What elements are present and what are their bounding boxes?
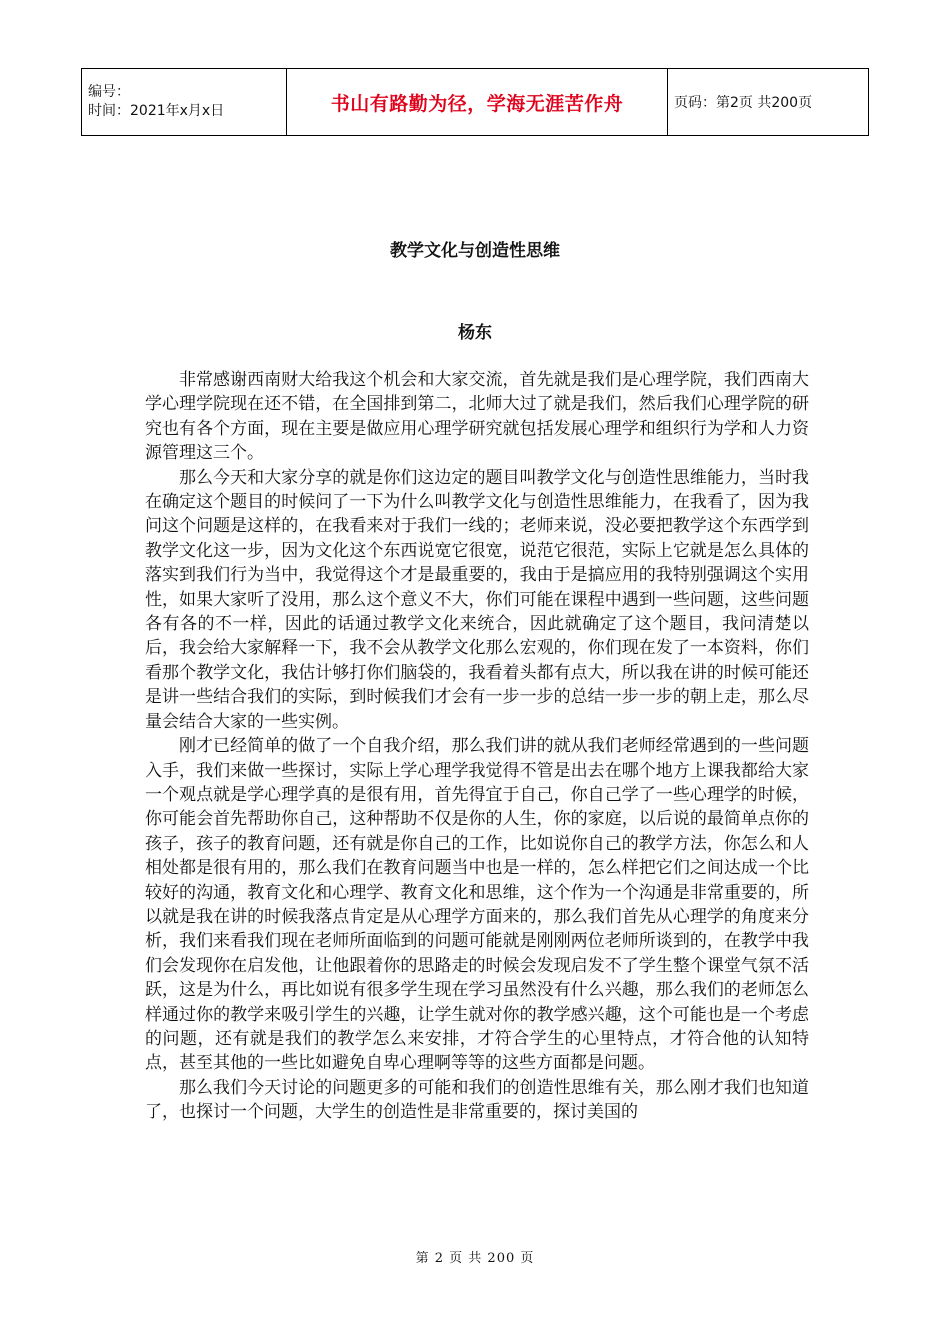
paragraph: 那么今天和大家分享的就是你们这边定的题目叫教学文化与创造性思维能力，当时我在确定这个题目的时候问了一下为什么叫教学文化与创造性思维能力，在我看了，因为我问这个问题是这样的，在我看来对于我们一线的；老师来说，没必要把教学这个东西学到教学文化这一步，因为文化这个东西说宽它很宽，说范它很范，实际上它就是怎么具体的落实到我们行为当中，我觉得这个才是最重要的，我由于是搞应用的我特别强调这个实用性，如果大家听了没用，那么这个意义不大，你们可能在课程中遇到一些问题，这些问题各有各的不一样，因此的话通过教学文化来统合，因此就确定了这个题目，我问清楚以后，我会给大家解释一下，我不会从教学文化那么宏观的，你们现在发了一本资料，你们看那个教学文化，我估计够打你们脑袋的，我看着头都有点大，所以我在讲的时候可能还是讲一些结合我们的实际，到时候我们才会有一步一步的总结一步一步的朝上走，那么尽量会结合大家的一些实例。	[145, 467, 809, 732]
page-info: 页码：第2页 共200页	[668, 69, 869, 136]
page-footer: 第 2 页 共 200 页	[415, 1251, 535, 1266]
header-motto-cell	[287, 69, 668, 136]
motto-text: 书山有路勤为径，学海无涯苦作舟	[330, 92, 624, 115]
document-body	[145, 368, 809, 1125]
header-table	[81, 68, 869, 136]
paragraph: 刚才已经简单的做了一个自我介绍，那么我们讲的就从我们老师经常遇到的一些问题入手，我们来做一些探讨，实际上学心理学我觉得不管是出去在哪个地方上课我都给大家一个观点就是学心理学真的是很有用，首先得宜于自己，你自己学了一些心理学的时候，你可能会首先帮助你自己，这种帮助不仅是你的人生，你的家庭，以后说的最简单点你的孩子，孩子的教育问题，还有就是你自己的工作，比如说你自己的教学方法，你怎么和人相处都是很有用的，那么我们在教育问题当中也是一样的，怎么样把它们之间达成一个比较好的沟通，教育文化和心理学、教育文化和思维，这个作为一个沟通是非常重要的，所以就是我在讲的时候我落点肯定是从心理学方面来的，那么我们首先从心理学的角度来分析，我们来看我们现在老师所面临到的问题可能就是刚刚两位老师所谈到的，在教学中我们会发现你在启发他，让他跟着你的思路走的时候会发现启发不了学生整个课堂气氛不活跃，这是为什么，再比如说有很多学生现在学习虽然没有什么兴趣，那么我们的老师怎么样通过你的教学来吸引学生的兴趣，让学生就对你的教学感兴趣，这个可能也是一个考虑的问题，还有就是我们的教学怎么来安排，才符合学生的心里特点，才符合他的认知特点，甚至其他的一些比如避免自卑心理啊等等的这些方面都是问题。	[145, 736, 809, 1074]
number-label: 编号：	[88, 84, 130, 100]
date-label: 时间：2021年x月x日	[88, 103, 225, 119]
header-meta-cell	[82, 69, 287, 136]
paragraph: 那么我们今天讨论的问题更多的可能和我们的创造性思维有关，那么刚才我们也知道了，也探讨一个问题，大学生的创造性是非常重要的，探讨美国的	[145, 1077, 809, 1123]
document-author: 杨东	[458, 323, 492, 343]
paragraph: 非常感谢西南财大给我这个机会和大家交流，首先就是我们是心理学院，我们西南大学心理学院现在还不错，在全国排到第二，北师大过了就是我们，然后我们心理学院的研究也有各个方面，现在主要是做应用心理学研究就包括发展心理学和组织行为学和人力资源管理这三个。	[145, 370, 809, 464]
document-title: 教学文化与创造性思维	[390, 241, 560, 261]
